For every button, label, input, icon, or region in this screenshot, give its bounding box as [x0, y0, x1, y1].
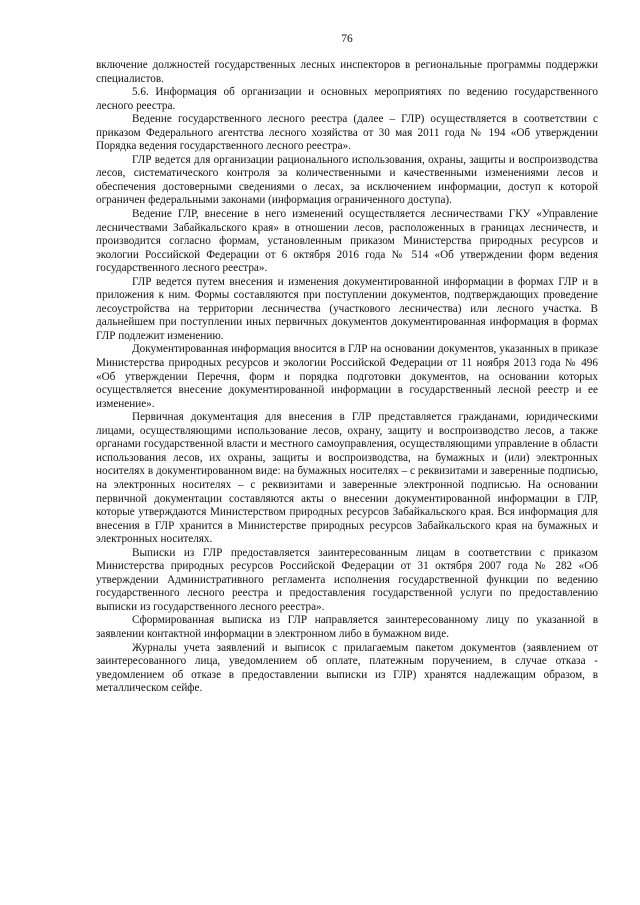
- paragraph-glr-purpose: ГЛР ведется для организации рационального использования, охраны, защиты и воспроизводства лесов, систематического контроля за количественными и качественными изменениями лесов и обеспечения достоверными сведениями о лесах, за исключением информации, доступ к которой ограничен федеральными законами (информация ограниченного доступа).: [96, 153, 598, 207]
- paragraph-continuation: включение должностей государственных лесных инспекторов в региональные программы поддержки специалистов.: [96, 59, 598, 85]
- paragraph-extract-delivery: Сформированная выписка из ГЛР направляется заинтересованному лицу по указанной в заявлении контактной информации в электронном либо в бумажном виде.: [96, 614, 598, 640]
- paragraph-extracts: Выписки из ГЛР предоставляется заинтересованным лицам в соответствии с приказом Министерства природных ресурсов Российской Федерации от 31 октября 2007 года № 282 «Об утверждении Административного регламента исполнения государственной функции по ведению государственного лесного реестра и предоставления государственной услуги по предоставлению выписки из государственного лесного реестра».: [96, 546, 598, 613]
- paragraph-glr-order: Ведение государственного лесного реестра (далее – ГЛР) осуществляется в соответствии с приказом Федерального агентства лесного хозяйства от 30 мая 2011 года № 194 «Об утверждении Порядка ведения государственного лесного реестра».: [96, 113, 598, 153]
- paragraph-primary-docs: Первичная документация для внесения в ГЛР представляется гражданами, юридическими лицами, осуществляющими использование лесов, охрану, защиту и воспроизводство лесов, а также органами государственной власти и местного самоуправления, осуществляющими управление в области использования лесов, их охраны, защиты и воспроизводства, на бумажных и (или) электронных носителях в документированном виде: на бумажных носителях – с реквизитами и заверенные подписью, на электронных носителях – с реквизитами и заверенные электронной подписью. На основании первичной документации составляются акты о внесении документированной информации в ГЛР, которые утверждаются Министерством природных ресурсов Забайкальского края. Вся информация для внесения в ГЛР хранится в Министерстве природных ресурсов Забайкальского края на бумажных и электронных носителях.: [96, 411, 598, 546]
- paragraph-journals: Журналы учета заявлений и выписок с прилагаемым пакетом документов (заявлением от заинтересованного лица, уведомлением об оплате, платежным поручением, в случае отказа - уведомлением об отказе в предоставлении выписки из ГЛР) хранятся надлежащим образом, в металлическом сейфе.: [96, 641, 598, 695]
- page-number: 76: [341, 33, 353, 45]
- section-heading-5-6: 5.6. Информация об организации и основных мероприятиях по ведению государственного лесного реестра.: [96, 86, 598, 112]
- paragraph-glr-maintenance: Ведение ГЛР, внесение в него изменений осуществляется лесничествами ГКУ «Управление лесничествами Забайкальского края» в отношении лесов, расположенных в границах лесничеств, и производится согласно формам, установленным приказом Министерства природных ресурсов и экологии Российской Федерации от 6 октября 2016 года № 514 «Об утверждении форм ведения государственного лесного реестра».: [96, 208, 598, 275]
- paragraph-documented-info: Документированная информация вносится в ГЛР на основании документов, указанных в приказе Министерства природных ресурсов и экологии Российской Федерации от 11 ноября 2013 года № 496 «Об утверждении Перечня, форм и порядка подготовки документов, на основании которых осуществляется внесение документированной информации в государственный лесной реестр и ее изменение».: [96, 343, 598, 410]
- paragraph-glr-forms: ГЛР ведется путем внесения и изменения документированной информации в формах ГЛР и в приложения к ним. Формы составляются при поступлении документов, подтверждающих проведение лесоустройства на территории лесничества (участкового лесничества) или лесного участка. В дальнейшем при поступлении иных первичных документов документированная информация в формах ГЛР подлежит изменению.: [96, 275, 598, 342]
- document-page: [96, 32, 598, 696]
